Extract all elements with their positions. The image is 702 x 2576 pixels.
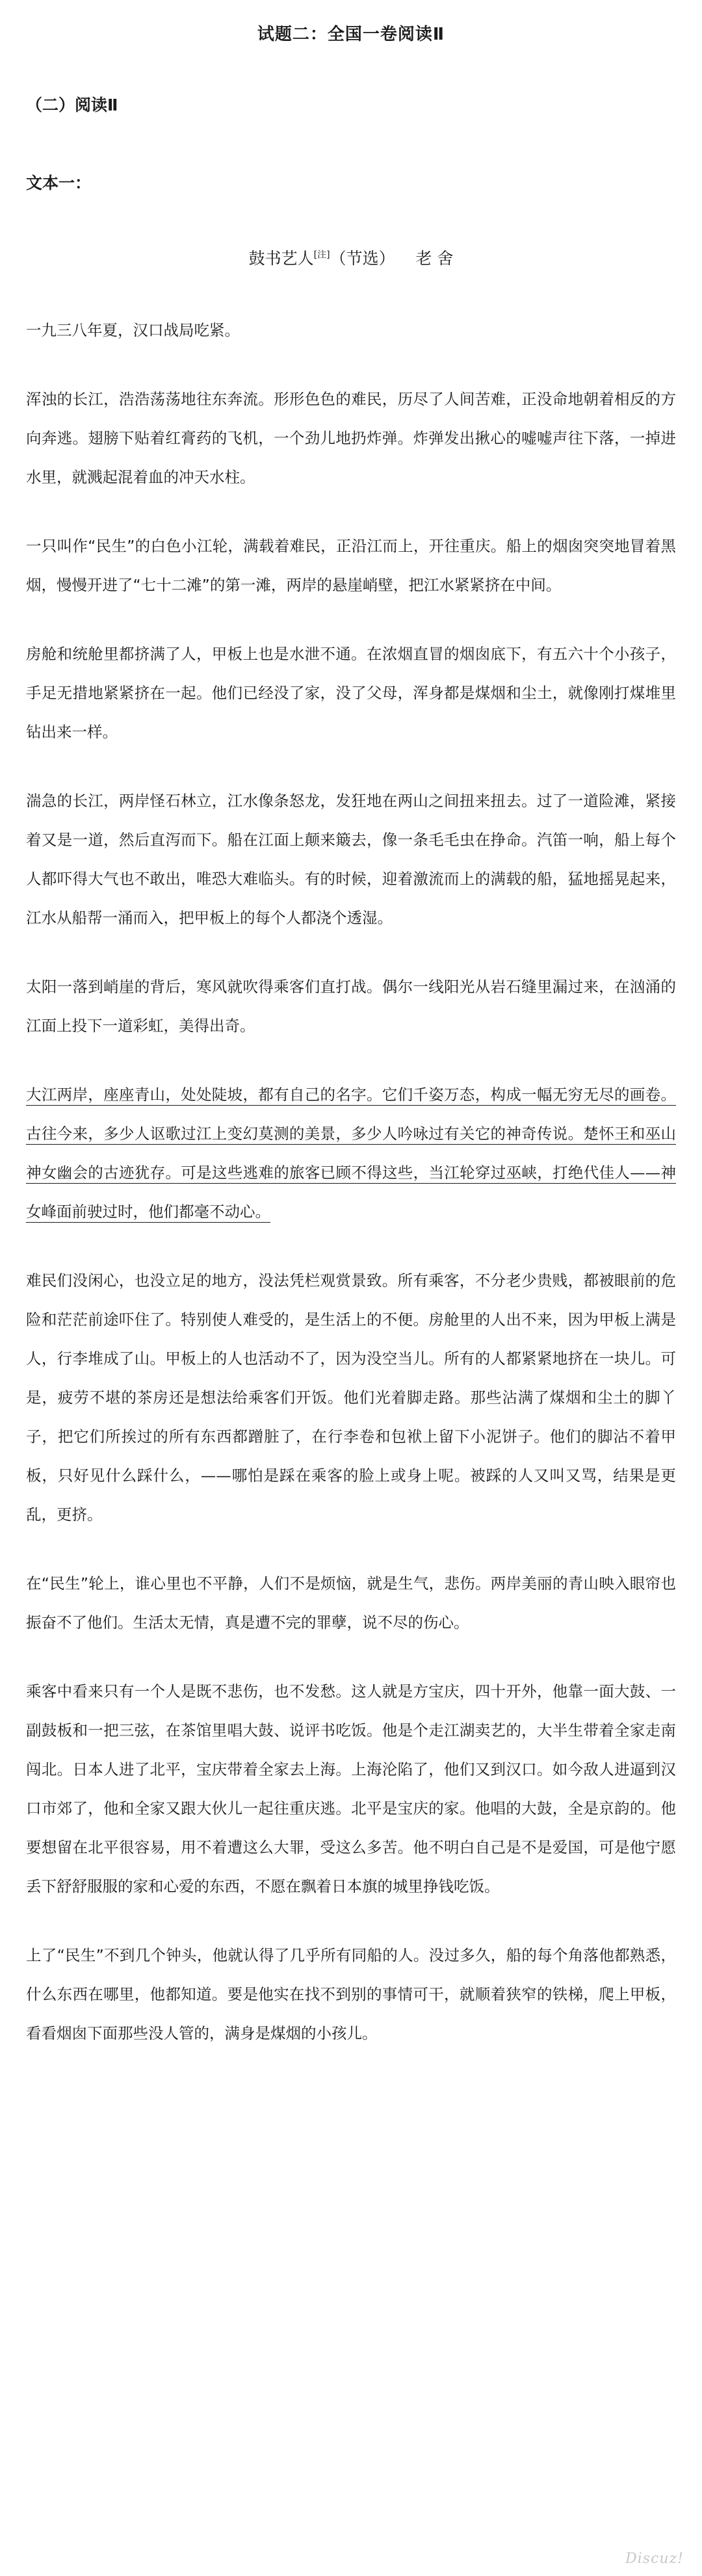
- article-title-suffix: （节选）: [330, 249, 395, 268]
- article-body: [26, 311, 676, 2083]
- underlined-paragraph: 大江两岸，座座青山，处处陡坡，都有自己的名字。它们千姿万态，构成一幅无穷无尽的画卷。古往今来，多少人讴歌过江上变幻莫测的美景，多少人吟咏过有关它的神奇传说。楚怀王和巫山神女幽会的古迹犹存。可是这些逃难的旅客已顾不得这些，当江轮穿过巫峡，打绝代佳人——神女峰面前驶过时，他们都毫不动心。: [26, 1086, 676, 1221]
- article-title-main: 鼓书艺人: [248, 249, 314, 268]
- paragraph: 在“民生”轮上，谁心里也不平静，人们不是烦恼，就是生气，悲伤。两岸美丽的青山映入眼帘也振奋不了他们。生活太无情，真是遭不完的罪孽，说不尽的伤心。: [26, 1574, 676, 1632]
- paragraph: 乘客中看来只有一个人是既不悲伤，也不发愁。这人就是方宝庆，四十开外，他靠一面大鼓、一副鼓板和一把三弦，在茶馆里唱大鼓、说评书吃饭。他是个走江湖卖艺的，大半生带着全家走南闯北。日本人进了北平，宝庆带着全家去上海。上海沦陷了，他们又到汉口。如今敌人进逼到汉口市郊了，他和全家又跟大伙儿一起往重庆逃。北平是宝庆的家。他唱的大鼓，全是京韵的。他要想留在北平很容易，用不着遭这么大罪，受这么多苦。他不明白自己是不是爱国，可是他宁愿丢下舒舒服服的家和心爱的东西，不愿在飘着日本旗的城里挣钱吃饭。: [26, 1682, 676, 1895]
- text-label: 文本一：: [26, 174, 92, 192]
- footnote-marker: [注]: [313, 250, 330, 261]
- paragraph: 一只叫作“民生”的白色小江轮，满载着难民，正沿江而上，开往重庆。船上的烟囱突突地冒着黑烟，慢慢开进了“七十二滩”的第一滩，两岸的悬崖峭壁，把江水紧紧挤在中间。: [26, 537, 676, 594]
- article-title: [0, 246, 702, 269]
- paragraph: 太阳一落到峭崖的背后，寒风就吹得乘客们直打战。偶尔一线阳光从岩石缝里漏过来，在汹涌的江面上投下一道彩虹，美得出奇。: [26, 978, 676, 1035]
- paragraph: 湍急的长江，两岸怪石林立，江水像条怒龙，发狂地在两山之间扭来扭去。过了一道险滩，紧接着又是一道，然后直泻而下。船在江面上颠来簸去，像一条毛毛虫在挣命。汽笛一响，船上每个人都吓得大气也不敢出，唯恐大难临头。有的时候，迎着激流而上的满载的船，猛地摇晃起来，江水从船帮一涌而入，把甲板上的每个人都浇个透湿。: [26, 792, 676, 927]
- paragraph: 浑浊的长江，浩浩荡荡地往东奔流。形形色色的难民，历尽了人间苦难，正没命地朝着相反的方向奔逃。翅膀下贴着红膏药的飞机，一个劲儿地扔炸弹。炸弹发出揪心的嘘嘘声往下落，一掉进水里，就溅起混着血的冲天水柱。: [26, 390, 676, 486]
- article-author: 老 舍: [415, 249, 454, 268]
- paragraph: 一九三八年夏，汉口战局吃紧。: [26, 321, 240, 339]
- paragraph: 房舱和统舱里都挤满了人，甲板上也是水泄不通。在浓烟直冒的烟囱底下，有五六十个小孩子，手足无措地紧紧挤在一起。他们已经没了家，没了父母，浑身都是煤烟和尘土，就像刚打煤堆里钻出来一样。: [26, 645, 676, 741]
- paragraph: 上了“民生”不到几个钟头，他就认得了几乎所有同船的人。没过多久，船的每个角落他都熟悉，什么东西在哪里，他都知道。要是他实在找不到别的事情可干，就顺着狭窄的铁梯，爬上甲板，看看烟囱下面那些没人管的，满身是煤烟的小孩儿。: [26, 1946, 676, 2042]
- section-heading: （二）阅读Ⅱ: [26, 96, 118, 114]
- watermark: Discuz!: [625, 2551, 684, 2567]
- paragraph: 难民们没闲心，也没立足的地方，没法凭栏观赏景致。所有乘客，不分老少贵贱，都被眼前的危险和茫茫前途吓住了。特别使人难受的，是生活上的不便。房舱里的人出不来，因为甲板上满是人，行李堆成了山。甲板上的人也活动不了，因为没空当儿。所有的人都紧紧地挤在一块儿。可是，疲劳不堪的茶房还是想法给乘客们开饭。他们光着脚走路。那些沾满了煤烟和尘土的脚丫子，把它们所挨过的所有东西都蹭脏了，在行李卷和包袱上留下小泥饼子。他们的脚沾不着甲板，只好见什么踩什么，——哪怕是踩在乘客的脸上或身上呢。被踩的人又叫又骂，结果是更乱，更挤。: [26, 1271, 676, 1524]
- exam-title: 试题二：全国一卷阅读Ⅱ: [257, 25, 445, 44]
